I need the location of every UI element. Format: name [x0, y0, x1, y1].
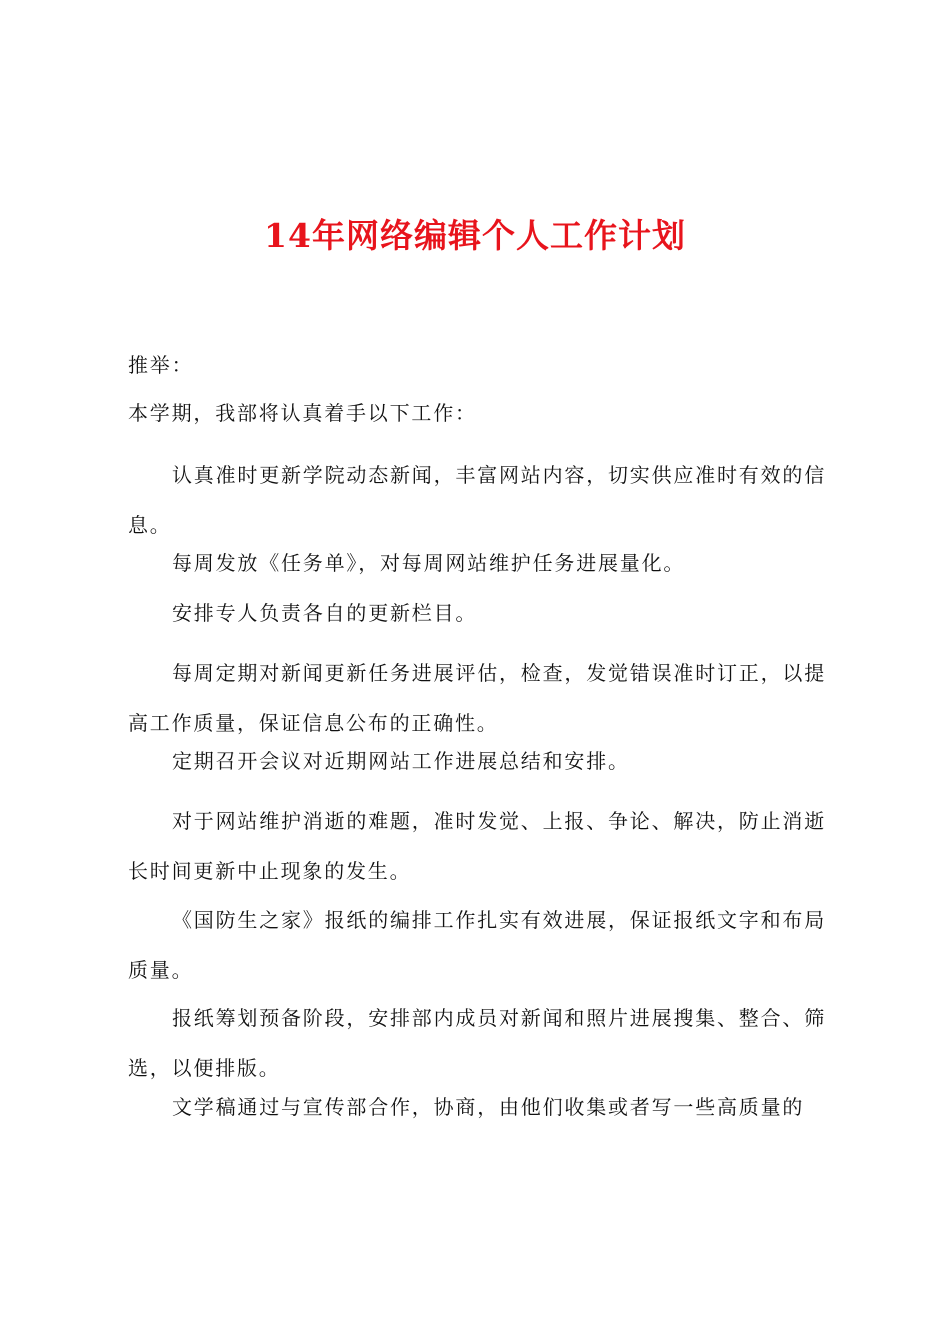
paragraph-newspaper: 《国防生之家》报纸的编排工作扎实有效进展，保证报纸文字和布局质量。 [128, 908, 826, 982]
paragraph-preparation: 报纸筹划预备阶段，安排部内成员对新闻和照片进展搜集、整合、筛选，以便排版。 [128, 1006, 826, 1080]
paragraph-recommend: 推举： [128, 353, 194, 377]
paragraph-weekly-review: 每周定期对新闻更新任务进展评估，检查，发觉错误准时订正，以提高工作质量，保证信息公布的正确性。 [128, 661, 826, 735]
paragraph-literature: 文学稿通过与宣传部合作，协商，由他们收集或者写一些高质量的 [172, 1095, 805, 1119]
paragraph-intro: 本学期，我部将认真着手以下工作： [128, 401, 477, 425]
paragraph-problems: 对于网站维护消逝的难题，准时发觉、上报、争论、解决，防止消逝长时间更新中止现象的发生。 [128, 809, 826, 883]
paragraph-assign-columns: 安排专人负责各自的更新栏目。 [172, 601, 478, 625]
paragraph-meetings: 定期召开会议对近期网站工作进展总结和安排。 [172, 749, 630, 773]
document-title: 14年网络编辑个人工作计划 [264, 216, 686, 255]
paragraph-news-update: 认真准时更新学院动态新闻，丰富网站内容，切实供应准时有效的信息。 [128, 463, 826, 537]
paragraph-task-sheet: 每周发放《任务单》，对每周网站维护任务进展量化。 [172, 551, 686, 575]
